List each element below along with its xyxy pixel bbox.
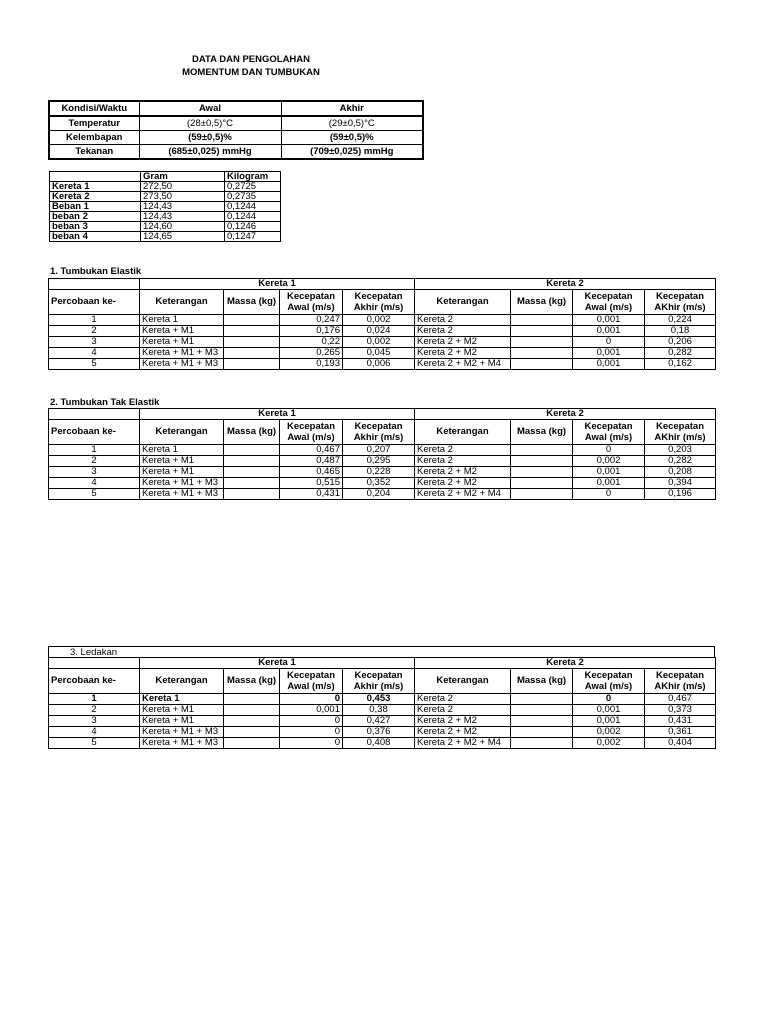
mass-kg: 0,2725 [225,182,281,192]
col-percobaan: Percobaan ke- [49,290,140,315]
mass-row [50,212,281,222]
group-kereta1-header: Kereta 1 [140,658,415,669]
table-row [49,456,716,467]
table-cell: 0,045 [343,348,415,359]
col-keterangan-1: Keterangan [140,420,224,445]
col-massa-2: Massa (kg) [511,290,573,315]
table-cell: Kereta 2 + M2 + M4 [415,738,511,749]
table-cell: 0,404 [645,738,716,749]
mass-kg: 0,1246 [225,222,281,232]
table-cell: 4 [49,478,140,489]
table-cell: Kereta + M1 + M3 [140,478,224,489]
table-cell: Kereta 1 [140,315,224,326]
col-kec-akhir-2: Kecepatan AKhir (m/s) [645,290,716,315]
table-cell: 0,18 [645,326,716,337]
table-cell [224,489,280,500]
table-cell: 5 [49,489,140,500]
table-row [49,716,716,727]
table-cell: 0,002 [343,315,415,326]
table-cell: 0,22 [280,337,343,348]
table-cell: Kereta 1 [140,694,224,705]
conditions-row [49,131,423,145]
table-cell: 0,002 [343,337,415,348]
mass-name: Beban 1 [50,202,141,212]
mass-gram: 124,43 [141,202,225,212]
table-cell: Kereta + M1 + M3 [140,348,224,359]
table-cell: 0,224 [645,315,716,326]
col-keterangan-1: Keterangan [140,290,224,315]
table-cell: Kereta 2 [415,456,511,467]
table-cell: 0,38 [343,705,415,716]
group-kereta1-header: Kereta 1 [140,409,415,420]
table-cell: 0,467 [280,445,343,456]
col-massa-1: Massa (kg) [224,290,280,315]
table-cell: 0 [280,694,343,705]
table-row [49,467,716,478]
mass-head-gram: Gram [141,172,225,182]
table-cell [511,467,573,478]
table-cell: 0,024 [343,326,415,337]
table-cell [511,478,573,489]
mass-name: Kereta 1 [50,182,141,192]
table-cell: 1 [49,694,140,705]
condition-label: Tekanan [49,145,139,160]
table-cell: 0,373 [645,705,716,716]
mass-table [49,171,281,242]
table-cell: 0,228 [343,467,415,478]
conditions-head-akhir: Akhir [281,101,423,116]
table-cell: Kereta 2 [415,705,511,716]
table-cell: 0 [280,716,343,727]
table-cell: Kereta 2 + M2 [415,337,511,348]
mass-gram: 124,65 [141,232,225,242]
condition-label: Temperatur [49,116,139,131]
table-cell: Kereta 2 + M2 [415,478,511,489]
column-header-row [49,290,716,315]
table-row [49,489,716,500]
table-cell: 0,001 [573,705,645,716]
table-cell: 0,247 [280,315,343,326]
table-cell [511,359,573,370]
col-kec-akhir-1: Kecepatan Akhir (m/s) [343,290,415,315]
table-cell: 0,515 [280,478,343,489]
table-cell: 0 [573,337,645,348]
col-kec-akhir-2: Kecepatan AKhir (m/s) [645,420,716,445]
table-row [49,478,716,489]
table-cell: 0,001 [573,315,645,326]
experiment-table-ledakan [48,657,716,749]
column-header-row [49,669,716,694]
mass-row [50,192,281,202]
blank-cell [49,658,140,669]
table-cell: 0,203 [645,445,716,456]
table-cell: 0,001 [573,326,645,337]
table-cell: 0,208 [645,467,716,478]
table-cell [224,738,280,749]
mass-head-kg: Kilogram [225,172,281,182]
table-cell: 0,295 [343,456,415,467]
table-cell [224,456,280,467]
table-cell [511,326,573,337]
section-title-elastik: 1. Tumbukan Elastik [50,266,142,277]
table-cell: Kereta 2 + M2 [415,716,511,727]
group-kereta2-header: Kereta 2 [415,409,716,420]
table-row [49,326,716,337]
table-cell: 1 [49,315,140,326]
table-cell [511,489,573,500]
group-header-row [49,279,716,290]
mass-kg: 0,1247 [225,232,281,242]
table-cell: 0,207 [343,445,415,456]
table-cell: Kereta 2 + M2 + M4 [415,359,511,370]
table-cell: 0,206 [645,337,716,348]
col-massa-2: Massa (kg) [511,420,573,445]
col-percobaan: Percobaan ke- [49,669,140,694]
condition-awal: (685±0,025) mmHg [139,145,281,160]
col-massa-1: Massa (kg) [224,669,280,694]
table-cell: 0,408 [343,738,415,749]
experiment-table-tak-elastik [48,408,716,500]
table-cell: 0,282 [645,456,716,467]
col-kec-awal-2: Kecepatan Awal (m/s) [573,420,645,445]
table-cell: Kereta + M1 [140,716,224,727]
table-cell: 4 [49,727,140,738]
col-massa-1: Massa (kg) [224,420,280,445]
table-cell: 0 [280,738,343,749]
table-cell [511,694,573,705]
table-cell [224,716,280,727]
table-row [49,337,716,348]
table-cell: Kereta 1 [140,445,224,456]
table-cell: 0,001 [280,705,343,716]
mass-gram: 273,50 [141,192,225,202]
table-row [49,738,716,749]
mass-name: Kereta 2 [50,192,141,202]
blank-cell [49,279,140,290]
table-cell: Kereta 2 [415,326,511,337]
col-keterangan-1: Keterangan [140,669,224,694]
table-cell: 0,376 [343,727,415,738]
table-cell: 1 [49,445,140,456]
table-cell: 0,001 [573,359,645,370]
mass-row [50,232,281,242]
section-title-ledakan: 3. Ledakan [70,647,118,658]
mass-head-blank [50,172,141,182]
col-kec-awal-2: Kecepatan Awal (m/s) [573,669,645,694]
table-cell: 0 [280,727,343,738]
table-cell: 0,196 [645,489,716,500]
mass-row [50,182,281,192]
table-cell: 0,162 [645,359,716,370]
table-cell: 0,465 [280,467,343,478]
condition-awal: (28±0,5)°C [139,116,281,131]
table-cell: 0,001 [573,478,645,489]
table-cell [511,716,573,727]
table-cell [511,445,573,456]
table-cell: Kereta + M1 + M3 [140,359,224,370]
table-cell: 0,006 [343,359,415,370]
group-kereta2-header: Kereta 2 [415,279,716,290]
group-header-row [49,658,716,669]
table-cell: 2 [49,705,140,716]
table-cell: Kereta 2 + M2 [415,727,511,738]
column-header-row [49,420,716,445]
table-cell: Kereta + M1 + M3 [140,489,224,500]
table-row [49,445,716,456]
table-cell: Kereta + M1 [140,337,224,348]
mass-name: beban 4 [50,232,141,242]
table-cell [224,326,280,337]
col-kec-akhir-2: Kecepatan AKhir (m/s) [645,669,716,694]
mass-gram: 124,43 [141,212,225,222]
table-row [49,694,716,705]
table-cell: 0,431 [280,489,343,500]
table-cell: Kereta 2 + M2 [415,467,511,478]
table-cell: 2 [49,456,140,467]
group-kereta1-header: Kereta 1 [140,279,415,290]
mass-kg: 0,1244 [225,202,281,212]
table-cell [511,337,573,348]
table-cell: 3 [49,467,140,478]
table-cell [224,348,280,359]
table-cell: 0,001 [573,716,645,727]
table-cell [224,445,280,456]
col-kec-akhir-1: Kecepatan Akhir (m/s) [343,420,415,445]
col-kec-awal-1: Kecepatan Awal (m/s) [280,290,343,315]
table-cell [224,467,280,478]
table-cell: 0,427 [343,716,415,727]
col-kec-awal-1: Kecepatan Awal (m/s) [280,669,343,694]
table-row [49,705,716,716]
table-cell: 4 [49,348,140,359]
table-cell [511,738,573,749]
table-cell: 0,431 [645,716,716,727]
table-cell: 0,002 [573,727,645,738]
mass-row [50,202,281,212]
table-cell: 0,467 [645,694,716,705]
mass-kg: 0,2735 [225,192,281,202]
table-cell: 0 [573,694,645,705]
conditions-row [49,145,423,160]
table-cell: 0,394 [645,478,716,489]
condition-akhir: (29±0,5)°C [281,116,423,131]
table-cell: 0,176 [280,326,343,337]
table-cell [224,359,280,370]
col-massa-2: Massa (kg) [511,669,573,694]
col-keterangan-2: Keterangan [415,420,511,445]
group-header-row [49,409,716,420]
condition-awal: (59±0,5)% [139,131,281,145]
section-title-tak-elastik: 2. Tumbukan Tak Elastik [50,397,160,408]
table-cell [511,315,573,326]
doc-title-line1: DATA DAN PENGOLAHAN [191,54,311,65]
conditions-table [48,100,424,160]
table-cell: 0,487 [280,456,343,467]
table-cell [224,337,280,348]
group-kereta2-header: Kereta 2 [415,658,716,669]
table-cell: Kereta + M1 [140,326,224,337]
table-cell [511,727,573,738]
table-cell: Kereta + M1 + M3 [140,738,224,749]
conditions-header-row [49,101,423,116]
table-row [49,359,716,370]
table-cell: 3 [49,716,140,727]
mass-gram: 124,60 [141,222,225,232]
table-cell: Kereta 2 [415,445,511,456]
conditions-row [49,116,423,131]
table-cell [224,694,280,705]
table-cell [224,705,280,716]
table-cell [224,315,280,326]
table-cell: 0,265 [280,348,343,359]
mass-row [50,222,281,232]
table-cell [224,478,280,489]
table-cell: 5 [49,738,140,749]
table-cell: 0,001 [573,348,645,359]
table-cell: 0 [573,489,645,500]
col-kec-awal-2: Kecepatan Awal (m/s) [573,290,645,315]
table-cell: Kereta + M1 + M3 [140,727,224,738]
table-cell: 0,361 [645,727,716,738]
col-percobaan: Percobaan ke- [49,420,140,445]
table-cell: 0,001 [573,467,645,478]
table-cell: Kereta 2 [415,315,511,326]
table-cell [511,705,573,716]
conditions-head-label: Kondisi/Waktu [49,101,139,116]
col-kec-akhir-1: Kecepatan Akhir (m/s) [343,669,415,694]
table-cell: 0,453 [343,694,415,705]
table-cell: 0 [573,445,645,456]
table-cell: Kereta 2 [415,694,511,705]
table-cell: 0,193 [280,359,343,370]
blank-cell [49,409,140,420]
table-row [49,348,716,359]
table-cell: 5 [49,359,140,370]
table-cell [224,727,280,738]
table-cell: Kereta + M1 [140,467,224,478]
col-kec-awal-1: Kecepatan Awal (m/s) [280,420,343,445]
table-row [49,727,716,738]
table-cell: 0,002 [573,456,645,467]
table-row [49,315,716,326]
table-cell: 3 [49,337,140,348]
condition-label: Kelembapan [49,131,139,145]
mass-name: beban 2 [50,212,141,222]
mass-kg: 0,1244 [225,212,281,222]
mass-name: beban 3 [50,222,141,232]
col-keterangan-2: Keterangan [415,290,511,315]
col-keterangan-2: Keterangan [415,669,511,694]
table-cell: 0,002 [573,738,645,749]
table-cell: Kereta 2 + M2 + M4 [415,489,511,500]
table-cell [511,348,573,359]
mass-header-row [50,172,281,182]
table-cell: Kereta + M1 [140,456,224,467]
table-cell: Kereta + M1 [140,705,224,716]
conditions-head-awal: Awal [139,101,281,116]
section-3-frame [48,646,715,657]
table-cell [511,456,573,467]
table-cell: 0,282 [645,348,716,359]
mass-gram: 272,50 [141,182,225,192]
condition-akhir: (59±0,5)% [281,131,423,145]
table-cell: Kereta 2 + M2 [415,348,511,359]
table-cell: 0,204 [343,489,415,500]
doc-title-line2: MOMENTUM DAN TUMBUKAN [182,67,320,78]
table-cell: 2 [49,326,140,337]
experiment-table-elastik [48,278,716,370]
table-cell: 0,352 [343,478,415,489]
condition-akhir: (709±0,025) mmHg [281,145,423,160]
